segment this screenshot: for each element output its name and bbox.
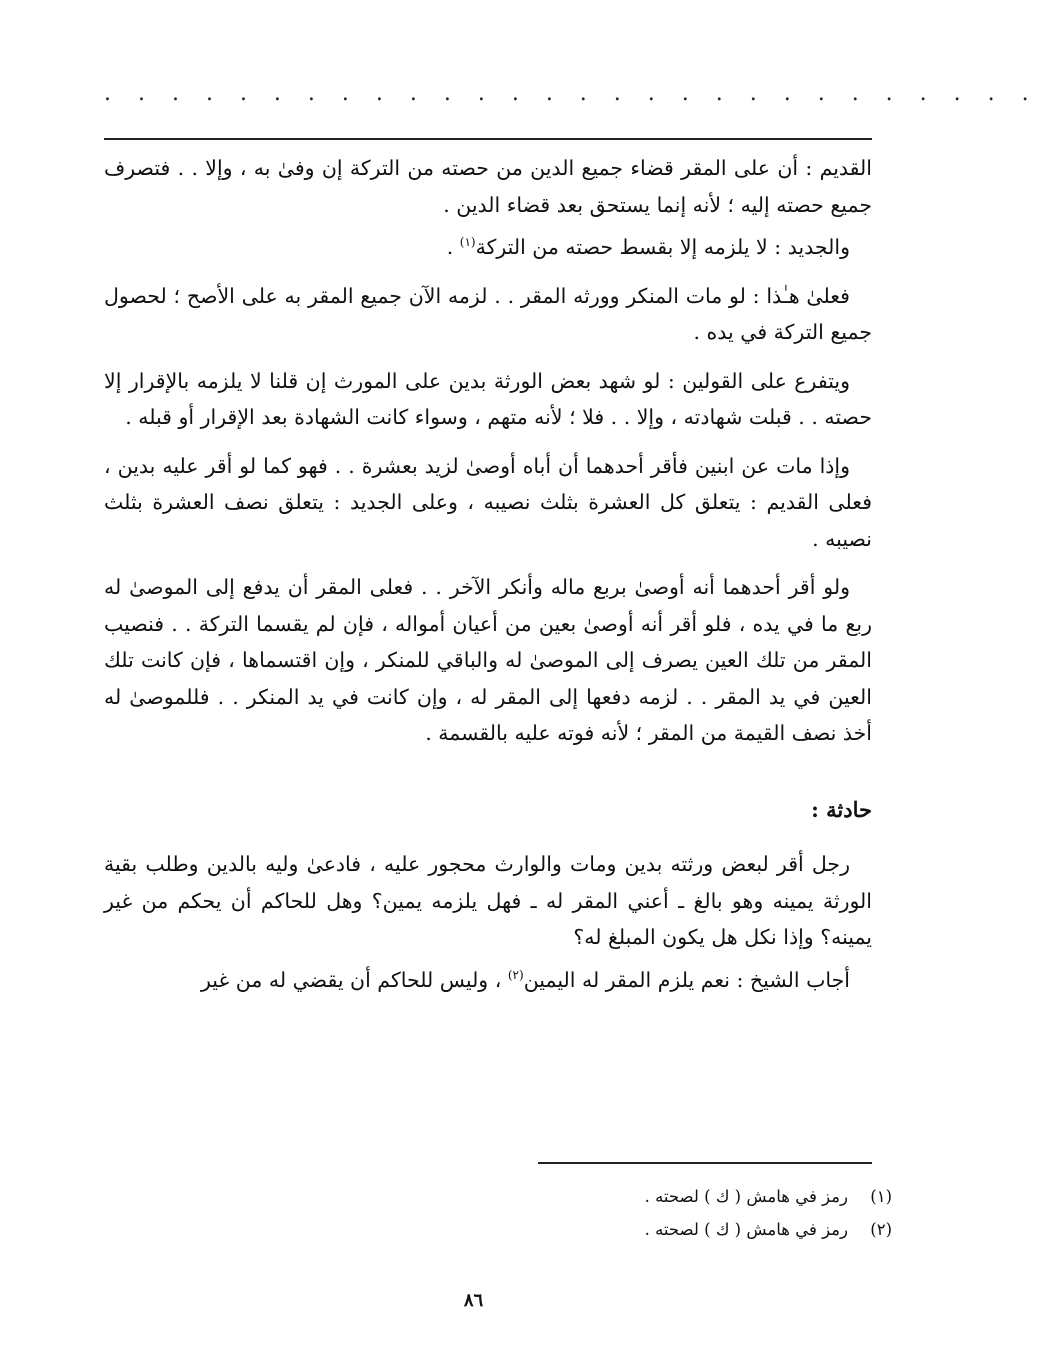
footnote-item <box>104 1213 892 1246</box>
paragraph-new-opinion <box>104 229 872 266</box>
header-rule <box>104 138 872 140</box>
paragraph-consequence: فعلىٰ هـٰذا : لو مات المنكر وورثه المقر . . لزمه الآن جميع المقر به على الأصح ؛ لحصول جميع التركة في يده . <box>104 283 872 344</box>
footnote-text: رمز في هامش ( ك ) لصحته . <box>644 1187 848 1206</box>
page-number: ٨٦ <box>463 1290 484 1311</box>
paragraph-question: رجل أقر لبعض ورثته بدين ومات والوارث محجور عليه ، فادعىٰ وليه بالدين وطلب بقية الورثة يمينه وهو بالغ ـ أعني المقر له ـ فهل يلزمه يمين؟ وهل للحاكم أن يحكم من غير يمينه؟ وإذا نكل هل يكون المبلغ له؟ <box>104 852 872 949</box>
main-text <box>104 150 872 1004</box>
new-opinion-text: والجديد : لا يلزمه إلا بقسط حصته من التركة <box>475 235 850 259</box>
paragraph-bequest-quarter: ولو أقر أحدهما أنه أوصىٰ بربع ماله وأنكر الآخر . . فعلى المقر أن يدفع إلى الموصىٰ له ربع ما في يده ، فلو أقر أنه أوصىٰ بعين من أعيان أمواله ، فإن لم يقسما التركة . . فنصيب المقر من تلك العين يصرف إلى الموصىٰ له والباقي للمنكر ، وإن اقتسماها ، فإن كانت تلك العين في يد المقر . . لزمه دفعها إلى المقر له ، وإن كانت في يد المنكر . . فللموصىٰ له أخذ نصف القيمة من المقر ؛ لأنه فوته عليه بالقسمة . <box>104 575 872 745</box>
footnote-text: رمز في هامش ( ك ) لصحته . <box>644 1220 848 1239</box>
footnote-rule <box>538 1162 872 1164</box>
answer-rest: ، وليس للحاكم أن يقضي له من غير <box>201 967 508 992</box>
paragraph-branch-testimony: ويتفرع على القولين : لو شهد بعض الورثة بدين على المورث إن قلنا لا يلزمه بالإقرار إلا حصته . . قبلت شهادته ، وإلا . . فلا ؛ لأنه متهم ، وسواء كانت الشهادة بعد الإقرار أو قبله . <box>104 368 872 429</box>
footnote-ref-1[interactable]: (١) <box>459 235 476 250</box>
paragraph-answer <box>104 962 872 999</box>
answer-start: أجاب الشيخ : نعم يلزم المقر له اليمين <box>523 967 850 992</box>
footnote-number: (١) <box>870 1187 892 1206</box>
paragraph-bequest-ten: وإذا مات عن ابنين فأقر أحدهما أن أباه أوصىٰ لزيد بعشرة . . فهو كما لو أقر عليه بدين ، فعلى القديم : يتعلق كل العشرة بثلث نصيبه ، وعلى الجديد : يتعلق نصف العشرة بثلث نصيبه . <box>104 453 872 551</box>
footnote-number: (٢) <box>870 1220 892 1239</box>
header-dot-leader: . . . . . . . . . . . . . . . . . . . . . . . . . . . . <box>104 81 1039 106</box>
new-opinion-end: . <box>446 235 460 259</box>
footnotes <box>104 1180 892 1246</box>
footnote-item <box>104 1180 892 1213</box>
footnote-ref-2[interactable]: (٢) <box>507 967 524 982</box>
section-heading: حادثة : <box>811 796 872 822</box>
paragraph-old-opinion: القديم : أن على المقر قضاء جميع الدين من حصته من التركة إن وفىٰ به ، وإلا . . فتصرف جميع حصته إليه ؛ لأنه إنما يستحق بعد قضاء الدين . <box>104 156 872 217</box>
